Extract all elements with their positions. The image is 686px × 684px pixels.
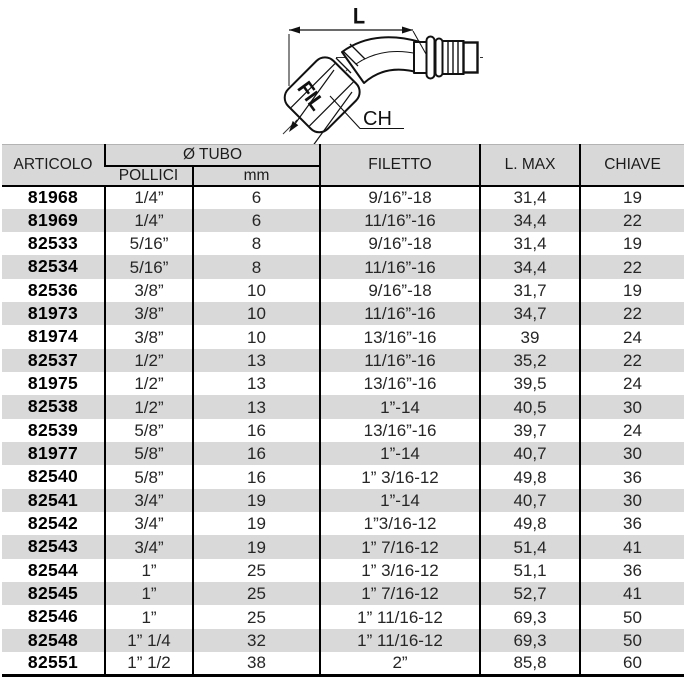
cell-l-max: 39,5 [480,372,580,395]
cell-articolo: 81973 [27,303,79,324]
cell-articolo: 82543 [27,536,79,557]
table-row [2,395,684,418]
cell-l-max: 49,8 [480,512,580,535]
cell-pollici: 1/2” [105,395,193,418]
cell-l-max: 69,3 [480,629,580,652]
dimension-L-label: L [353,5,365,28]
cell-filetto: 1” 11/16-12 [320,629,480,652]
table-row [2,279,684,302]
cell-mm: 16 [193,442,320,465]
table-row [2,559,684,582]
cell-filetto: 13/16”-16 [320,419,480,442]
cell-pollici: 3/4” [105,512,193,535]
cell-filetto: 1”-14 [320,395,480,418]
cell-pollici: 1” [105,605,193,628]
cell-articolo: 82545 [27,582,79,603]
cell-l-max: 69,3 [480,605,580,628]
cell-articolo: 81974 [27,326,79,347]
cell-chiave: 22 [580,209,684,232]
table-row [2,652,684,675]
cell-chiave: 60 [580,652,684,675]
cell-pollici: 1/4” [105,209,193,232]
hose-barb [443,41,478,74]
cell-filetto: 1” 3/16-12 [320,465,480,488]
cell-mm: 25 [193,582,320,605]
table-row [2,629,684,652]
cell-articolo: 82544 [27,559,79,580]
cell-mm: 19 [193,489,320,512]
cell-l-max: 51,4 [480,535,580,558]
cell-mm: 8 [193,232,320,255]
cell-chiave: 30 [580,395,684,418]
cell-filetto: 9/16”-18 [320,186,480,209]
table-row [2,442,684,465]
cell-mm: 19 [193,512,320,535]
cell-chiave: 22 [580,349,684,372]
cell-pollici: 5/8” [105,465,193,488]
cell-l-max: 34,7 [480,302,580,325]
cell-mm: 38 [193,652,320,675]
col-header-pollici: POLLICI [105,166,193,186]
table-row [2,232,684,255]
cell-pollici: 1/2” [105,349,193,372]
cell-articolo: 82541 [27,489,79,510]
table-row [2,512,684,535]
cell-articolo: 82548 [27,629,79,650]
cell-pollici: 5/16” [105,232,193,255]
table-body [2,186,684,676]
cell-mm: 13 [193,372,320,395]
cell-l-max: 35,2 [480,349,580,372]
col-header-mm: mm [193,166,320,186]
cell-chiave: 24 [580,325,684,348]
table-row [2,605,684,628]
collar-rings [427,37,443,79]
col-header-filetto: FILETTO [320,145,480,186]
cell-chiave: 30 [580,489,684,512]
cell-chiave: 22 [580,255,684,278]
cell-pollici: 3/8” [105,325,193,348]
cell-filetto: 9/16”-18 [320,279,480,302]
cell-articolo: 81977 [27,443,79,464]
cell-articolo: 81968 [27,186,79,207]
cell-mm: 25 [193,559,320,582]
cell-filetto: 2” [320,652,480,675]
cell-filetto: 1” 11/16-12 [320,605,480,628]
cell-mm: 8 [193,255,320,278]
cell-l-max: 31,7 [480,279,580,302]
cell-filetto: 1” 7/16-12 [320,582,480,605]
fitting-drawing-svg [0,0,686,145]
cell-pollici: 1/2” [105,372,193,395]
cell-chiave: 19 [580,279,684,302]
cell-chiave: 36 [580,559,684,582]
table-row [2,349,684,372]
cell-filetto: 11/16”-16 [320,255,480,278]
cell-articolo: 82538 [27,396,79,417]
cell-chiave: 30 [580,442,684,465]
fittings-spec-table [2,144,684,677]
cell-chiave: 41 [580,582,684,605]
table-row [2,465,684,488]
cell-l-max: 85,8 [480,652,580,675]
col-header-tubo-group: Ø TUBO [105,145,320,166]
cell-pollici: 3/8” [105,302,193,325]
cell-mm: 6 [193,209,320,232]
cell-l-max: 40,7 [480,489,580,512]
cell-filetto: 13/16”-16 [320,325,480,348]
cell-pollici: 3/8” [105,279,193,302]
cell-l-max: 34,4 [480,255,580,278]
cell-filetto: 13/16”-16 [320,372,480,395]
col-header-l-max: L. MAX [480,145,580,186]
cell-pollici: 3/4” [105,489,193,512]
cell-articolo: 82540 [27,466,79,487]
cell-articolo: 81969 [27,209,79,230]
cell-articolo: 82551 [27,652,79,673]
wrench-label: CH [363,108,392,130]
cell-filetto: 1” 3/16-12 [320,559,480,582]
cell-articolo: 82542 [27,513,79,533]
cell-pollici: 1” 1/2 [105,652,193,675]
cell-l-max: 52,7 [480,582,580,605]
cell-l-max: 40,5 [480,395,580,418]
cell-pollici: 5/8” [105,442,193,465]
cell-l-max: 49,8 [480,465,580,488]
table-row [2,582,684,605]
cell-pollici: 1” [105,582,193,605]
table-row [2,419,684,442]
col-header-articolo: ARTICOLO [2,145,105,186]
cell-l-max: 39 [480,325,580,348]
cell-l-max: 40,7 [480,442,580,465]
table-row [2,302,684,325]
cell-chiave: 36 [580,512,684,535]
cell-chiave: 22 [580,302,684,325]
cell-l-max: 31,4 [480,186,580,209]
cell-mm: 10 [193,279,320,302]
cell-filetto: 9/16”-18 [320,232,480,255]
cell-pollici: 1/4” [105,186,193,209]
cell-mm: 10 [193,302,320,325]
cell-mm: 10 [193,325,320,348]
table-row [2,489,684,512]
cell-mm: 6 [193,186,320,209]
table-row [2,255,684,278]
table-row [2,372,684,395]
cell-filetto: 1” 7/16-12 [320,535,480,558]
cell-filetto: 11/16”-16 [320,209,480,232]
cell-l-max: 31,4 [480,232,580,255]
cell-pollici: 3/4” [105,535,193,558]
table-row [2,209,684,232]
cell-filetto: 11/16”-16 [320,349,480,372]
cell-mm: 32 [193,629,320,652]
cell-l-max: 51,1 [480,559,580,582]
cell-mm: 16 [193,465,320,488]
cell-mm: 13 [193,395,320,418]
cell-articolo: 82533 [27,233,79,254]
cell-articolo: 82534 [27,256,79,277]
cell-chiave: 19 [580,232,684,255]
fitting-technical-drawing [0,0,686,145]
cell-pollici: 1” [105,559,193,582]
cell-filetto: 1”-14 [320,489,480,512]
cell-pollici: 1” 1/4 [105,629,193,652]
cell-mm: 19 [193,535,320,558]
cell-filetto: 1”3/16-12 [320,512,480,535]
cell-articolo: 82536 [27,279,79,300]
col-header-chiave: CHIAVE [580,145,684,186]
cell-pollici: 5/8” [105,419,193,442]
cell-filetto: 11/16”-16 [320,302,480,325]
cell-chiave: 19 [580,186,684,209]
cell-articolo: 82537 [27,349,79,370]
cell-chiave: 50 [580,629,684,652]
cell-chiave: 36 [580,465,684,488]
cell-filetto: 1”-14 [320,442,480,465]
cell-mm: 13 [193,349,320,372]
table-row [2,186,684,209]
cell-chiave: 24 [580,419,684,442]
cell-articolo: 82539 [27,419,79,440]
cell-l-max: 34,4 [480,209,580,232]
cell-chiave: 41 [580,535,684,558]
cell-mm: 16 [193,419,320,442]
cell-articolo: 82546 [27,606,79,627]
table-header [2,145,684,186]
cell-chiave: 50 [580,605,684,628]
cell-l-max: 39,7 [480,419,580,442]
thread-label: FIL [292,78,328,115]
table-row [2,325,684,348]
cell-chiave: 24 [580,372,684,395]
table-row [2,535,684,558]
cell-pollici: 5/16” [105,255,193,278]
cell-mm: 25 [193,605,320,628]
cell-articolo: 81975 [27,373,79,394]
